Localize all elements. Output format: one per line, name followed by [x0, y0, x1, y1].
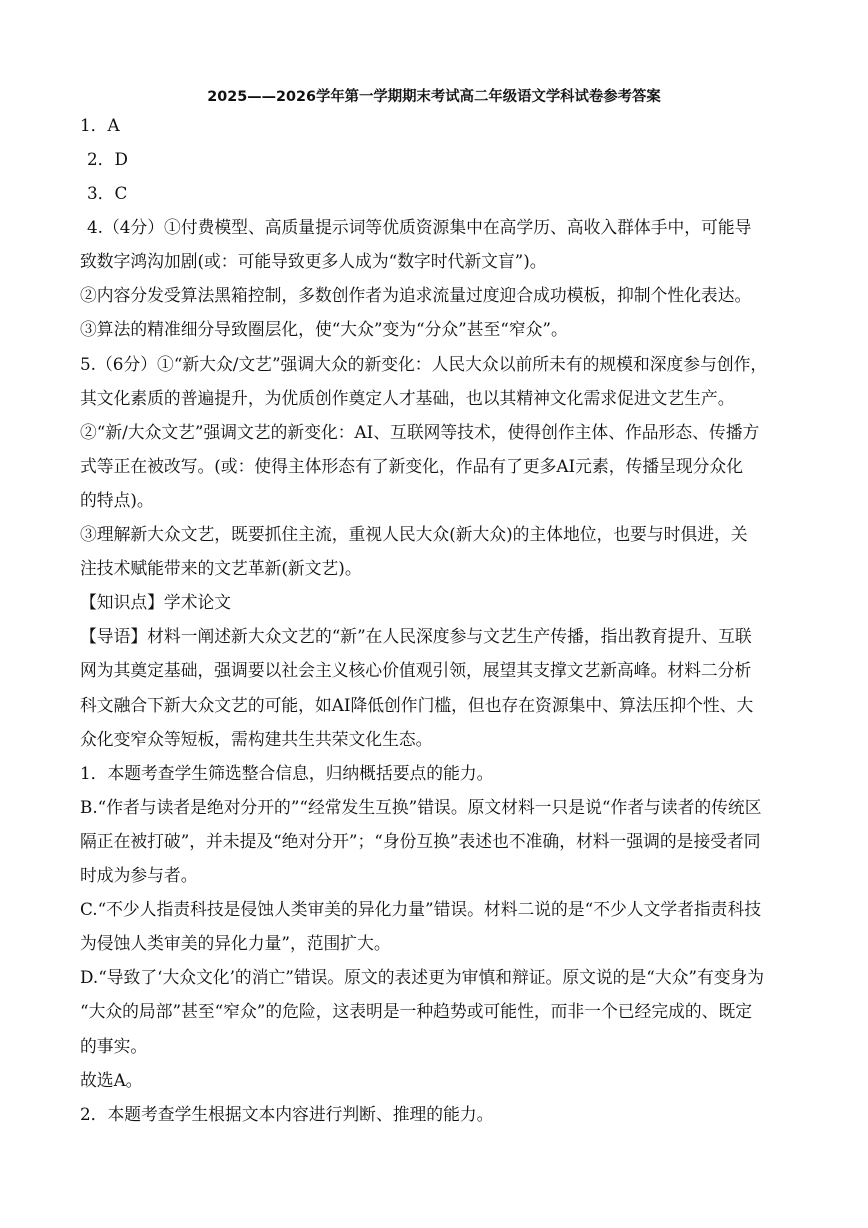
page-title: 2025——2026学年第一学期期末考试高二年级语文学科试卷参考答案 [207, 89, 661, 105]
answer-line: 时成为参与者。 [80, 865, 198, 885]
section-label: 【知识点】学术论文 [80, 592, 232, 612]
answer-line: 隔正在被打破”，并未提及“绝对分开”；“身份互换”表述也不准确，材料一强调的是接受者同 [80, 831, 761, 851]
answer-line: 5.（6分）①“新大众/文艺”强调大众的新变化：人民大众以前所未有的规模和深度参与创作， [80, 354, 768, 374]
answer-line: 众化变窄众等短板，需构建共生共荣文化生态。 [80, 729, 433, 749]
answer-line: 1．A [80, 115, 120, 135]
answer-line: 为侵蚀人类审美的异化力量”，范围扩大。 [80, 933, 391, 953]
answer-line: 网为其奠定基础，强调要以社会主义核心价值观引领，展望其支撑文艺新高峰。材料二分析 [80, 660, 752, 680]
answer-line: ②“新/大众文艺”强调文艺的新变化：AI、互联网等技术，使得创作主体、作品形态、传播方 [80, 422, 760, 442]
answer-line: 的特点)。 [80, 490, 154, 510]
answer-line: 2．本题考查学生根据文本内容进行判断、推理的能力。 [80, 1104, 494, 1124]
answer-line: 1．本题考查学生筛选整合信息，归纳概括要点的能力。 [80, 763, 494, 783]
answer-line: 【导语】材料一阐述新大众文艺的“新”在人民深度参与文艺生产传播，指出教育提升、互联 [80, 626, 752, 646]
answer-line: 式等正在被改写。(或：使得主体形态有了新变化，作品有了更多AI元素，传播呈现分众化 [80, 456, 743, 476]
answer-line: 注技术赋能带来的文艺革新(新文艺)。 [80, 558, 362, 578]
answer-line: 其文化素质的普遍提升，为优质创作奠定人才基础，也以其精神文化需求促进文艺生产。 [80, 388, 735, 408]
answer-line: ②内容分发受算法黑箱控制，多数创作者为追求流量过度迎合成功模板，抑制个性化表达。 [80, 285, 752, 305]
answer-line: C.“不少人指责科技是侵蚀人类审美的异化力量”错误。材料二说的是“不少人文学者指责科技 [80, 899, 762, 919]
answer-line: 2．D [87, 149, 128, 169]
answer-line: 3．C [87, 183, 128, 203]
answer-line: D.“导致了‘大众文化’的消亡”错误。原文的表述更为审慎和辩证。原文说的是“大众”有变身为 [80, 967, 765, 987]
answer-line: “大众的局部”甚至“窄众”的危险，这表明是一种趋势或可能性，而非一个已经完成的、既定 [80, 1001, 753, 1021]
answer-line: B.“作者与读者是绝对分开的”“经常发生互换”错误。原文材料一只是说“作者与读者的传统区 [80, 797, 762, 817]
answer-line: 故选A。 [80, 1070, 143, 1090]
answer-line: 科文融合下新大众文艺的可能，如AI降低创作门槛，但也存在资源集中、算法压抑个性、大 [80, 695, 754, 715]
answer-line: ③理解新大众文艺，既要抓住主流，重视人民大众(新大众)的主体地位，也要与时俱进，关 [80, 524, 748, 544]
answer-line: 的事实。 [80, 1036, 148, 1056]
answer-line: ③算法的精准细分导致圈层化，使“大众”变为“分众”甚至“窄众”。 [80, 319, 568, 339]
answer-line: 4.（4分）①付费模型、高质量提示词等优质资源集中在高学历、高收入群体手中，可能导 [87, 217, 752, 237]
answer-line: 致数字鸿沟加剧(或：可能导致更多人成为“数字时代新文盲”)。 [80, 251, 547, 271]
